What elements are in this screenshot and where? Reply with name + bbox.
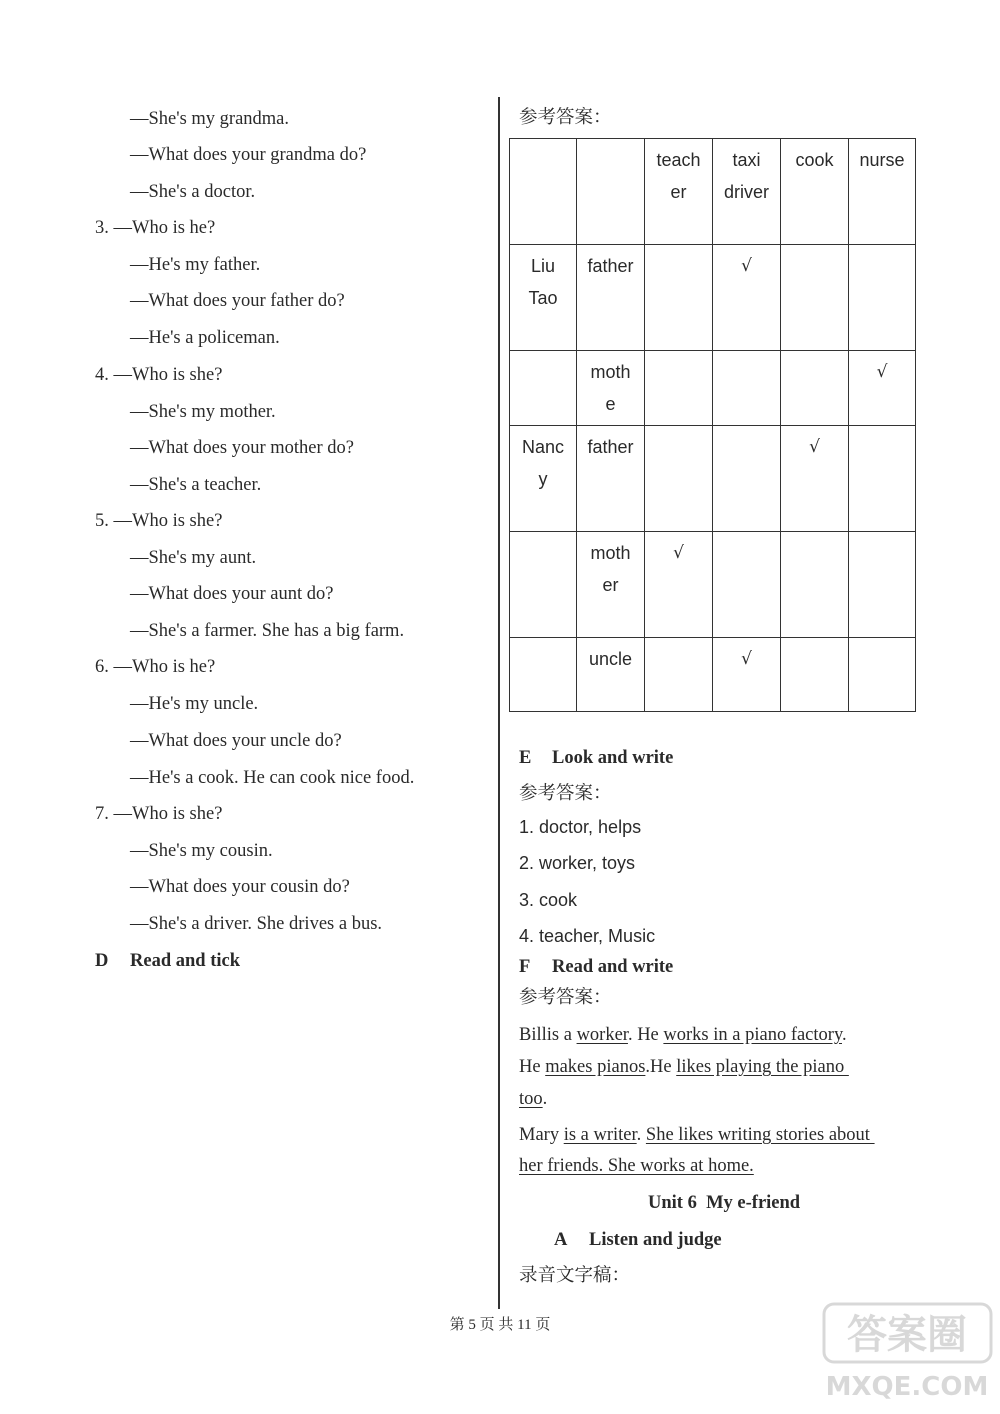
answer-label: 参考答案：	[519, 988, 612, 1008]
table-cell	[849, 532, 916, 638]
section-d-title: Read and tick	[130, 951, 240, 971]
section-f-title: Read and write	[552, 957, 674, 977]
answer-paragraph-line: He makes pianos.He likes playing the piano	[519, 1057, 849, 1077]
dialogue-line: —What does your father do?	[130, 291, 345, 311]
dialogue-line: —She's a farmer. She has a big farm.	[130, 621, 405, 641]
dialogue-line: —She's a doctor.	[130, 182, 256, 202]
tick-mark: √	[781, 426, 849, 532]
table-cell	[781, 245, 849, 351]
header-teacher: teach er	[645, 139, 713, 245]
table-cell	[781, 532, 849, 638]
row-name: Liu Tao	[510, 245, 577, 351]
table-cell	[713, 426, 781, 532]
dialogue-line: —He's my father.	[130, 255, 261, 275]
answer-line: 3. cook	[519, 890, 578, 910]
watermark-url: MXQE.COM	[825, 1372, 989, 1402]
table-cell	[510, 532, 577, 638]
row-member: uncle	[577, 638, 645, 712]
row-member: father	[577, 245, 645, 351]
table-cell	[510, 638, 577, 712]
dialogue-line: —She's a driver. She drives a bus.	[130, 914, 383, 934]
dialogue-number-line: 3. —Who is he?	[95, 218, 216, 238]
section-a-letter: A	[554, 1230, 568, 1250]
section-e-letter: E	[519, 748, 532, 768]
column-divider	[498, 97, 500, 1309]
section-d-letter: D	[95, 951, 109, 971]
row-member: moth e	[577, 351, 645, 426]
watermark-text: 答案圈	[847, 1312, 967, 1358]
answer-line: 4. teacher, Music	[519, 926, 656, 946]
dialogue-line: —She's a teacher.	[130, 475, 262, 495]
table-cell	[849, 638, 916, 712]
header-cook: cook	[781, 139, 849, 245]
table-cell	[713, 351, 781, 426]
answer-line: 2. worker, toys	[519, 853, 636, 873]
unit-title: Unit 6 My e-friend	[648, 1193, 801, 1213]
table-cell	[645, 426, 713, 532]
row-member: moth er	[577, 532, 645, 638]
dialogue-line: —She's my grandma.	[130, 109, 290, 129]
table-cell	[577, 139, 645, 245]
dialogue-line: —He's my uncle.	[130, 694, 259, 714]
answer-label: 参考答案：	[519, 784, 612, 804]
page-footer: 第 5 页 共 11 页	[449, 1317, 551, 1333]
section-e-title: Look and write	[552, 748, 674, 768]
table-cell	[849, 426, 916, 532]
dialogue-number-line: 5. —Who is she?	[95, 511, 223, 531]
answer-label: 参考答案：	[519, 108, 612, 128]
answer-line: 1. doctor, helps	[519, 817, 642, 837]
dialogue-line: —What does your grandma do?	[130, 145, 367, 165]
row-member: father	[577, 426, 645, 532]
dialogue-line: —She's my mother.	[130, 402, 276, 422]
dialogue-line: —What does your aunt do?	[130, 584, 334, 604]
transcript-label: 录音文字稿：	[519, 1266, 631, 1286]
answer-paragraph-line: her friends. She works at home.	[519, 1156, 754, 1176]
dialogue-line: —What does your uncle do?	[130, 731, 342, 751]
answer-paragraph-line: Billis a worker. He works in a piano factory.	[519, 1025, 847, 1045]
dialogue-number-line: 7. —Who is she?	[95, 804, 223, 824]
tick-mark: √	[713, 638, 781, 712]
dialogue-line: —What does your mother do?	[130, 438, 354, 458]
dialogue-number-line: 4. —Who is she?	[95, 365, 223, 385]
row-name: Nanc y	[510, 426, 577, 532]
dialogue-line: —She's my aunt.	[130, 548, 257, 568]
tick-table	[509, 138, 916, 712]
header-taxi-driver: taxi driver	[713, 139, 781, 245]
table-cell	[510, 351, 577, 426]
table-cell	[781, 351, 849, 426]
tick-mark: √	[713, 245, 781, 351]
dialogue-line: —He's a cook. He can cook nice food.	[130, 768, 415, 788]
table-cell	[645, 638, 713, 712]
table-cell	[713, 532, 781, 638]
dialogue-line: —What does your cousin do?	[130, 877, 350, 897]
dialogue-line: —He's a policeman.	[130, 328, 280, 348]
table-cell	[781, 638, 849, 712]
section-f-letter: F	[519, 957, 531, 977]
answer-paragraph-line: too.	[519, 1089, 548, 1109]
table-cell	[645, 245, 713, 351]
table-cell	[645, 351, 713, 426]
answer-paragraph-line: Mary is a writer. She likes writing stories about	[519, 1125, 875, 1145]
watermark-logo	[820, 1300, 995, 1405]
dialogue-line: —She's my cousin.	[130, 841, 273, 861]
dialogue-number-line: 6. —Who is he?	[95, 657, 216, 677]
tick-mark: √	[849, 351, 916, 426]
table-cell	[510, 139, 577, 245]
section-a-title: Listen and judge	[589, 1230, 722, 1250]
header-nurse: nurse	[849, 139, 916, 245]
table-cell	[849, 245, 916, 351]
tick-mark: √	[645, 532, 713, 638]
